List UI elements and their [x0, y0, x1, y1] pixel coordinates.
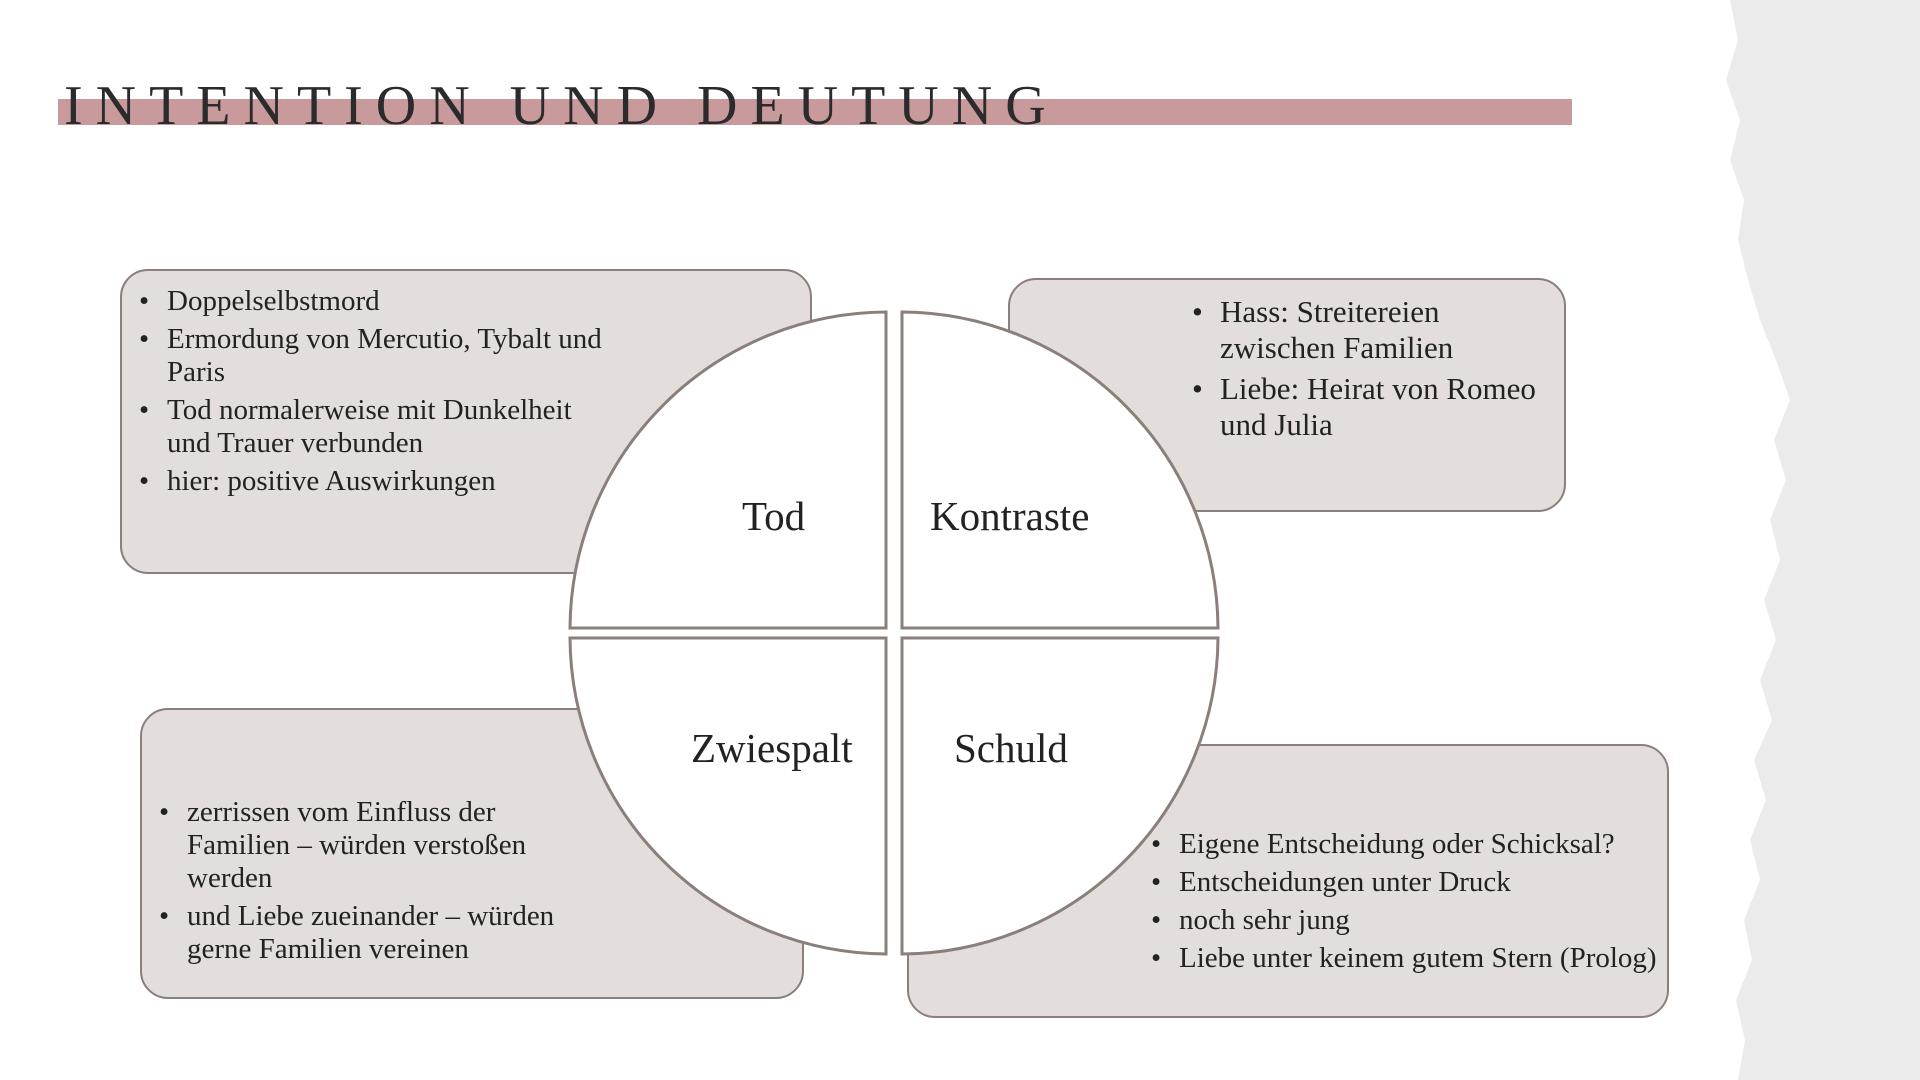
slide-title: INTENTION UND DEUTUNG [64, 75, 1059, 137]
quadrant-zwiespalt [570, 638, 886, 954]
list-item: • Tod normalerweise mit Dunkelheit und Trauer verbunden [137, 394, 617, 460]
list-item: • Liebe unter keinem gutem Stern (Prolog) [1149, 942, 1659, 975]
quadrant-label-zwiespalt: Zwiespalt [691, 725, 853, 771]
list-item: • zerrissen vom Einfluss der Familien – würden verstoßen werden [157, 796, 577, 895]
list-item: • Doppelselbstmord [137, 285, 617, 318]
list-item: • hier: positive Auswirkungen [137, 465, 617, 498]
quadrant-label-schuld: Schuld [954, 725, 1068, 771]
quadrant-schuld [902, 638, 1218, 954]
list-item: • Entscheidungen unter Druck [1149, 866, 1659, 899]
list-item: • noch sehr jung [1149, 904, 1659, 937]
list-item: • und Liebe zueinander – würden gerne Familien vereinen [157, 900, 577, 966]
quadrant-kontraste [902, 312, 1218, 628]
quadrant-label-kontraste: Kontraste [930, 493, 1090, 539]
quadrant-label-tod: Tod [742, 493, 806, 539]
list-item: • Liebe: Heirat von Romeo und Julia [1190, 371, 1560, 443]
list-item: • Hass: Streitereien zwischen Familien [1190, 294, 1560, 366]
list-item: • Eigene Entscheidung oder Schicksal? [1149, 828, 1659, 861]
quadrant-tod [570, 312, 886, 628]
list-item: • Ermordung von Mercutio, Tybalt und Paris [137, 323, 617, 389]
